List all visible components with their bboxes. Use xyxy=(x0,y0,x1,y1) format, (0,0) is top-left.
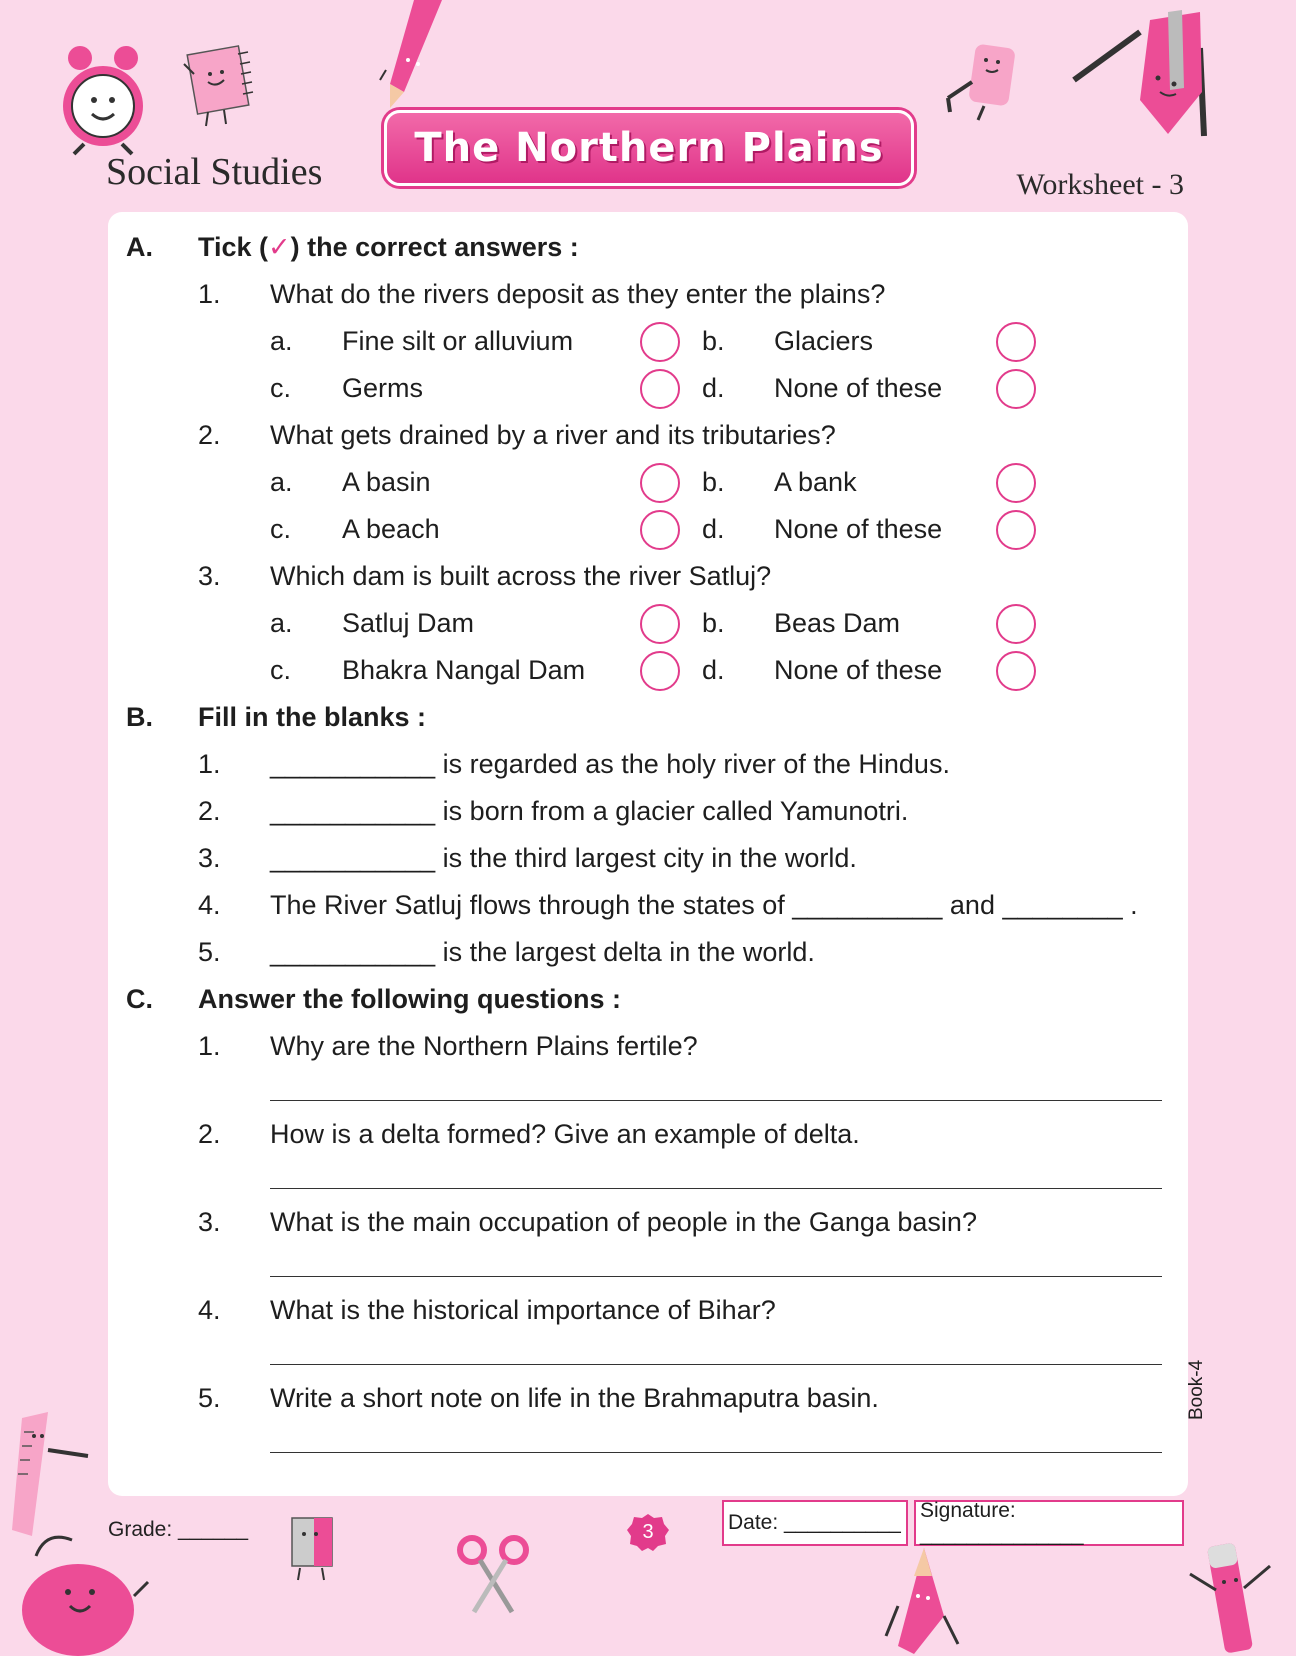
date-field[interactable]: Date: __________ xyxy=(722,1500,908,1546)
option-letter: b. xyxy=(702,326,725,356)
option-letter: c. xyxy=(270,655,292,685)
option-letter: a. xyxy=(270,326,293,356)
scissors-icon xyxy=(456,1534,530,1616)
signature-field[interactable]: Signature: ______________ xyxy=(914,1500,1184,1546)
question-text: What gets drained by a river and its tributaries? xyxy=(270,420,836,450)
question-text: What is the historical importance of Bihar? xyxy=(270,1295,776,1325)
option-text: None of these xyxy=(774,514,943,544)
question-text: How is a delta formed? Give an example of delta. xyxy=(270,1119,860,1149)
answer-circle[interactable] xyxy=(640,322,680,362)
blank-number: 1. xyxy=(198,749,221,779)
question-number: 3. xyxy=(198,561,221,591)
pencil-character-icon xyxy=(378,0,448,110)
tick-icon: ✓ xyxy=(268,232,291,262)
section-a-title: Tick (✓) the correct answers : xyxy=(198,232,579,262)
option-letter: b. xyxy=(702,467,725,497)
pen-character-icon xyxy=(1186,1540,1282,1656)
answer-circle[interactable] xyxy=(996,369,1036,409)
answer-circle[interactable] xyxy=(640,604,680,644)
bag-character-icon xyxy=(16,1526,152,1656)
blank-sentence[interactable]: ___________ is regarded as the holy river of the Hindus. xyxy=(270,749,950,779)
answer-circle[interactable] xyxy=(996,604,1036,644)
option-text: A bank xyxy=(774,467,857,497)
option-letter: d. xyxy=(702,655,725,685)
blank-sentence[interactable]: ___________ is the largest delta in the world. xyxy=(270,937,815,967)
section-c-letter: C. xyxy=(126,984,153,1014)
answer-circle[interactable] xyxy=(640,369,680,409)
option-letter: a. xyxy=(270,467,293,497)
option-text: Satluj Dam xyxy=(342,608,475,638)
option-letter: d. xyxy=(702,514,725,544)
section-b-letter: B. xyxy=(126,702,153,732)
answer-circle[interactable] xyxy=(996,651,1036,691)
option-text: Bhakra Nangal Dam xyxy=(342,655,586,685)
option-text: A beach xyxy=(342,514,440,544)
pencil-ruler-icon xyxy=(1070,8,1220,140)
question-text: Which dam is built across the river Satluj? xyxy=(270,561,772,591)
option-letter: d. xyxy=(702,373,725,403)
question-text: What is the main occupation of people in the Ganga basin? xyxy=(270,1207,977,1237)
answer-line[interactable] xyxy=(270,1276,1162,1277)
blank-number: 3. xyxy=(198,843,221,873)
option-letter: a. xyxy=(270,608,293,638)
option-text: None of these xyxy=(774,655,943,685)
option-letter: b. xyxy=(702,608,725,638)
option-text: Fine silt or alluvium xyxy=(342,326,574,356)
option-text: A basin xyxy=(342,467,431,497)
section-b-title: Fill in the blanks : xyxy=(198,702,427,732)
option-text: Glaciers xyxy=(774,326,874,356)
notepad-character-icon xyxy=(178,44,258,128)
question-text: What do the rivers deposit as they enter the plains? xyxy=(270,279,886,309)
blank-sentence[interactable]: ___________ is born from a glacier called Yamunotri. xyxy=(270,796,909,826)
question-number: 3. xyxy=(198,1207,221,1237)
answer-circle[interactable] xyxy=(996,510,1036,550)
sharpener-character-icon xyxy=(284,1512,346,1582)
question-number: 4. xyxy=(198,1295,221,1325)
question-number: 2. xyxy=(198,420,221,450)
option-text: Germs xyxy=(342,373,423,403)
answer-line[interactable] xyxy=(270,1364,1162,1365)
option-letter: c. xyxy=(270,514,292,544)
option-letter: c. xyxy=(270,373,292,403)
blank-sentence[interactable]: The River Satluj flows through the states of __________ and ________ . xyxy=(270,890,1138,920)
page-number-badge xyxy=(626,1512,670,1552)
alarm-clock-icon xyxy=(56,44,152,156)
ruler-character-icon xyxy=(8,1410,94,1538)
question-number: 1. xyxy=(198,1031,221,1061)
blank-number: 4. xyxy=(198,890,221,920)
question-number: 5. xyxy=(198,1383,221,1413)
grade-field[interactable]: Grade: ______ xyxy=(108,1518,249,1541)
answer-circle[interactable] xyxy=(640,510,680,550)
blank-sentence[interactable]: ___________ is the third largest city in the world. xyxy=(270,843,857,873)
question-text: Why are the Northern Plains fertile? xyxy=(270,1031,698,1061)
question-number: 1. xyxy=(198,279,221,309)
page-title: The Northern Plains xyxy=(384,110,914,186)
answer-circle[interactable] xyxy=(996,463,1036,503)
section-c-title: Answer the following questions : xyxy=(198,984,622,1014)
option-text: None of these xyxy=(774,373,943,403)
question-number: 2. xyxy=(198,1119,221,1149)
answer-circle[interactable] xyxy=(640,463,680,503)
answer-circle[interactable] xyxy=(640,651,680,691)
subject-label: Social Studies xyxy=(106,151,323,193)
answer-line[interactable] xyxy=(270,1100,1162,1101)
question-text: Write a short note on life in the Brahmaputra basin. xyxy=(270,1383,879,1413)
eraser-character-icon xyxy=(944,42,1034,122)
section-a-letter: A. xyxy=(126,232,153,262)
page-number: 3 xyxy=(642,1520,654,1543)
answer-line[interactable] xyxy=(270,1188,1162,1189)
blank-number: 5. xyxy=(198,937,221,967)
answer-line[interactable] xyxy=(270,1452,1162,1453)
answer-circle[interactable] xyxy=(996,322,1036,362)
worksheet-label: Worksheet - 3 xyxy=(1016,168,1184,201)
option-text: Beas Dam xyxy=(774,608,901,638)
book-label: Book-4 xyxy=(1186,1359,1207,1420)
blank-number: 2. xyxy=(198,796,221,826)
pencil-character-icon xyxy=(884,1546,964,1656)
